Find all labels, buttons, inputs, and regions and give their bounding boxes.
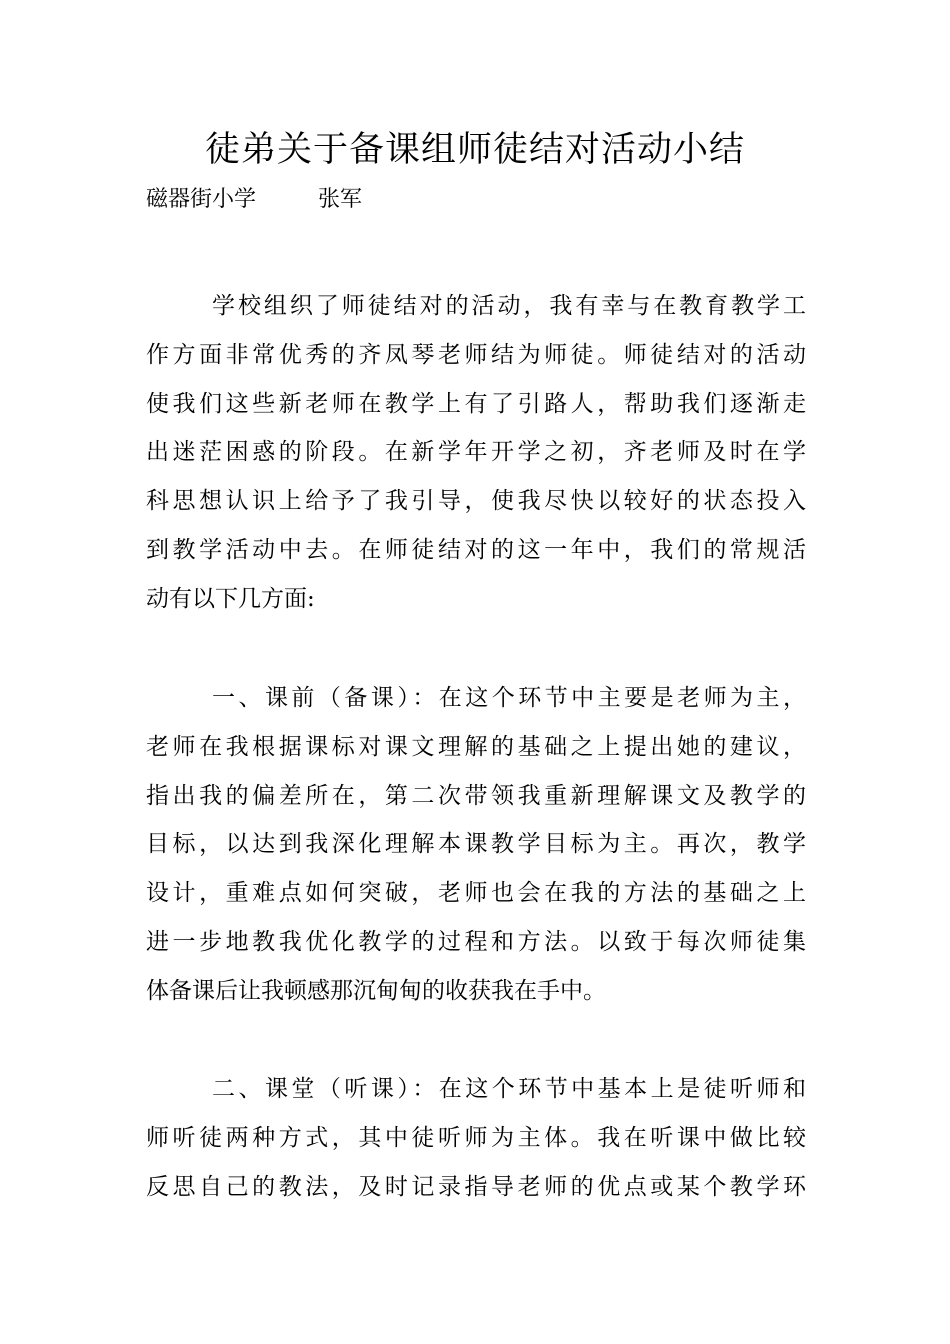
paragraph-lesson-prep: [146, 674, 806, 1016]
paragraph-line: 反思自己的教法，及时记录指导老师的优点或某个教学环: [146, 1173, 806, 1200]
paragraph-classroom: [146, 1065, 806, 1211]
paragraph-line: 目标，以达到我深化理解本课教学目标为主。再次，教学: [146, 831, 806, 858]
byline: [146, 184, 362, 216]
paragraph-line: 作方面非常优秀的齐凤琴老师结为师徒。师徒结对的活动: [146, 341, 806, 368]
author-name: 张军: [318, 187, 363, 212]
paragraph-line: 老师在我根据课标对课文理解的基础之上提出她的建议，: [146, 733, 806, 760]
paragraph-line: 二、课堂（听课）：在这个环节中基本上是徒听师和: [212, 1076, 806, 1102]
paragraph-line: 指出我的偏差所在，第二次带领我重新理解课文及教学的: [146, 782, 806, 809]
paragraph-line: 到教学活动中去。在师徒结对的这一年中，我们的常规活: [146, 536, 806, 563]
paragraph-line: 师听徒两种方式，其中徒听师为主体。我在听课中做比较: [146, 1124, 806, 1151]
paragraph-line: 出迷茫困惑的阶段。在新学年开学之初，齐老师及时在学: [146, 439, 806, 466]
paragraph-intro: [146, 282, 806, 624]
document-title: 徒弟关于备课组师徒结对活动小结: [204, 130, 745, 170]
paragraph-line: 使我们这些新老师在教学上有了引路人，帮助我们逐渐走: [146, 390, 806, 417]
paragraph-line: 动有以下几方面:: [146, 585, 315, 612]
paragraph-line: 体备课后让我顿感那沉甸甸的收获我在手中。: [146, 977, 606, 1004]
paragraph-line: 设计，重难点如何突破，老师也会在我的方法的基础之上: [146, 880, 806, 907]
paragraph-line: 科思想认识上给予了我引导，使我尽快以较好的状态投入: [146, 488, 806, 515]
paragraph-line: 进一步地教我优化教学的过程和方法。以致于每次师徒集: [146, 928, 806, 955]
school-name: 磁器街小学: [146, 187, 257, 212]
paragraph-line: 学校组织了师徒结对的活动，我有幸与在教育教学工: [212, 293, 806, 319]
paragraph-line: 一、课前（备课）：在这个环节中主要是老师为主，: [212, 685, 806, 711]
